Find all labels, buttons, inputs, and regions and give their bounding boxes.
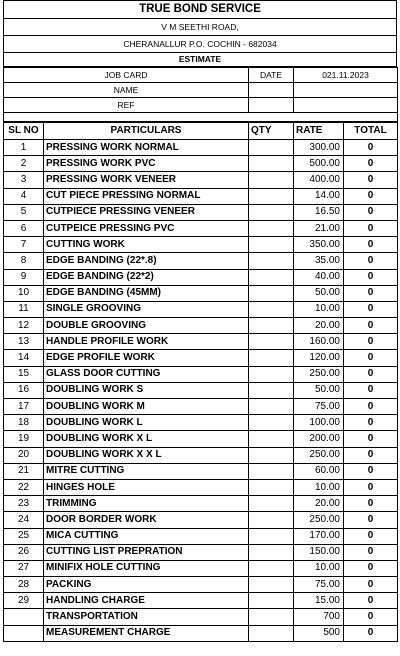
particular-cell: TRIMMING	[44, 496, 249, 512]
sl-no-cell: 3	[4, 172, 44, 188]
name-spacer	[249, 83, 294, 98]
sl-no-cell: 4	[4, 188, 44, 204]
total-cell: 0	[344, 399, 398, 415]
rate-cell: 50.00	[294, 285, 344, 301]
sl-no-cell: 20	[4, 447, 44, 463]
particular-cell: PACKING	[44, 577, 249, 593]
particular-cell: CUTPEICE PRESSING PVC	[44, 220, 249, 236]
company-name: TRUE BOND SERVICE	[4, 1, 396, 19]
rate-cell: 10.00	[294, 301, 344, 317]
rate-cell: 160.00	[294, 334, 344, 350]
sl-no-cell: 28	[4, 577, 44, 593]
name-label: NAME	[4, 83, 249, 98]
table-row	[4, 479, 398, 495]
rate-cell: 250.00	[294, 366, 344, 382]
sl-no-cell: 12	[4, 318, 44, 334]
particular-cell: EDGE BANDING (22*.8)	[44, 253, 249, 269]
address-line-1: V M SEETHI ROAD,	[4, 19, 396, 36]
estimate-sheet	[3, 0, 397, 642]
qty-cell	[249, 463, 294, 479]
qty-cell	[249, 366, 294, 382]
total-cell: 0	[344, 479, 398, 495]
qty-cell	[249, 593, 294, 609]
rate-cell: 500	[294, 625, 344, 641]
sl-no-cell: 22	[4, 479, 44, 495]
rate-cell: 35.00	[294, 253, 344, 269]
rate-cell: 100.00	[294, 415, 344, 431]
sl-no-cell: 17	[4, 399, 44, 415]
sl-no-cell: 8	[4, 253, 44, 269]
particular-cell: MINIFIX HOLE CUTTING	[44, 560, 249, 576]
rate-cell: 400.00	[294, 172, 344, 188]
particular-cell: DOUBLING WORK S	[44, 382, 249, 398]
table-row	[4, 318, 398, 334]
sl-no-cell: 24	[4, 512, 44, 528]
total-cell: 0	[344, 415, 398, 431]
rate-cell: 200.00	[294, 431, 344, 447]
sl-no-cell: 27	[4, 560, 44, 576]
particular-cell: DOUBLING WORK X X L	[44, 447, 249, 463]
table-row	[4, 577, 398, 593]
qty-cell	[249, 544, 294, 560]
rate-cell: 300.00	[294, 140, 344, 156]
table-row	[4, 366, 398, 382]
rate-cell: 75.00	[294, 399, 344, 415]
meta-row-jobcard	[4, 68, 398, 83]
particular-cell: EDGE PROFILE WORK	[44, 350, 249, 366]
table-row	[4, 269, 398, 285]
particular-cell: DOUBLING WORK X L	[44, 431, 249, 447]
total-cell: 0	[344, 512, 398, 528]
particular-cell: HANDLING CHARGE	[44, 593, 249, 609]
total-cell: 0	[344, 496, 398, 512]
total-cell: 0	[344, 237, 398, 253]
qty-cell	[249, 285, 294, 301]
column-header-row	[4, 123, 398, 140]
table-row	[4, 204, 398, 220]
table-row	[4, 172, 398, 188]
table-row	[4, 220, 398, 236]
document-type: ESTIMATE	[4, 53, 396, 67]
col-total: TOTAL	[344, 123, 398, 140]
total-cell: 0	[344, 528, 398, 544]
sl-no-cell: 18	[4, 415, 44, 431]
particular-cell: CUTTING WORK	[44, 237, 249, 253]
sl-no-cell: 14	[4, 350, 44, 366]
date-value: 021.11.2023	[294, 68, 398, 83]
total-cell: 0	[344, 560, 398, 576]
rate-cell: 50.00	[294, 382, 344, 398]
total-cell: 0	[344, 318, 398, 334]
qty-cell	[249, 237, 294, 253]
meta-table	[3, 67, 398, 122]
items-table	[3, 122, 398, 642]
sl-no-cell	[4, 609, 44, 625]
qty-cell	[249, 479, 294, 495]
address-line-2: CHERANALLUR P.O. COCHIN - 682034	[4, 36, 396, 53]
table-row	[4, 334, 398, 350]
qty-cell	[249, 560, 294, 576]
qty-cell	[249, 269, 294, 285]
qty-cell	[249, 172, 294, 188]
rate-cell: 14.00	[294, 188, 344, 204]
rate-cell: 700	[294, 609, 344, 625]
rate-cell: 21.00	[294, 220, 344, 236]
qty-cell	[249, 188, 294, 204]
total-cell: 0	[344, 188, 398, 204]
particular-cell: CUT PIECE PRESSING NORMAL	[44, 188, 249, 204]
total-cell: 0	[344, 350, 398, 366]
sl-no-cell: 9	[4, 269, 44, 285]
total-cell: 0	[344, 382, 398, 398]
name-value	[294, 83, 398, 98]
sl-no-cell: 5	[4, 204, 44, 220]
ref-spacer	[249, 98, 294, 113]
total-cell: 0	[344, 609, 398, 625]
table-row	[4, 593, 398, 609]
table-row	[4, 512, 398, 528]
sl-no-cell: 29	[4, 593, 44, 609]
qty-cell	[249, 204, 294, 220]
qty-cell	[249, 415, 294, 431]
total-cell: 0	[344, 463, 398, 479]
rate-cell: 40.00	[294, 269, 344, 285]
rate-cell: 20.00	[294, 496, 344, 512]
letterhead	[3, 0, 397, 67]
particular-cell: HINGES HOLE	[44, 479, 249, 495]
particular-cell: EDGE BANDING (22*2)	[44, 269, 249, 285]
total-cell: 0	[344, 334, 398, 350]
spacer-cell	[4, 113, 398, 122]
sl-no-cell: 10	[4, 285, 44, 301]
qty-cell	[249, 334, 294, 350]
rate-cell: 15.00	[294, 593, 344, 609]
total-cell: 0	[344, 204, 398, 220]
table-row	[4, 447, 398, 463]
total-cell: 0	[344, 285, 398, 301]
total-cell: 0	[344, 544, 398, 560]
total-cell: 0	[344, 366, 398, 382]
total-cell: 0	[344, 269, 398, 285]
table-row	[4, 625, 398, 641]
total-cell: 0	[344, 172, 398, 188]
total-cell: 0	[344, 447, 398, 463]
date-label: DATE	[249, 68, 294, 83]
sl-no-cell: 1	[4, 140, 44, 156]
sl-no-cell: 19	[4, 431, 44, 447]
table-row	[4, 431, 398, 447]
rate-cell: 16.50	[294, 204, 344, 220]
particular-cell: MICA CUTTING	[44, 528, 249, 544]
table-row	[4, 237, 398, 253]
table-row	[4, 496, 398, 512]
table-row	[4, 156, 398, 172]
qty-cell	[249, 447, 294, 463]
table-row	[4, 544, 398, 560]
job-card-label: JOB CARD	[4, 68, 249, 83]
table-row	[4, 463, 398, 479]
qty-cell	[249, 609, 294, 625]
particular-cell: DOUBLE GROOVING	[44, 318, 249, 334]
qty-cell	[249, 512, 294, 528]
table-row	[4, 140, 398, 156]
particular-cell: CUTPIECE PRESSING VENEER	[44, 204, 249, 220]
total-cell: 0	[344, 140, 398, 156]
rate-cell: 10.00	[294, 479, 344, 495]
sl-no-cell: 21	[4, 463, 44, 479]
table-row	[4, 350, 398, 366]
rate-cell: 350.00	[294, 237, 344, 253]
table-row	[4, 560, 398, 576]
rate-cell: 250.00	[294, 447, 344, 463]
table-row	[4, 253, 398, 269]
particular-cell: EDGE BANDING (45MM)	[44, 285, 249, 301]
particular-cell: SINGLE GROOVING	[44, 301, 249, 317]
sl-no-cell	[4, 625, 44, 641]
table-row	[4, 285, 398, 301]
sl-no-cell: 6	[4, 220, 44, 236]
total-cell: 0	[344, 220, 398, 236]
particular-cell: PRESSING WORK VENEER	[44, 172, 249, 188]
particular-cell: HANDLE PROFILE WORK	[44, 334, 249, 350]
qty-cell	[249, 156, 294, 172]
sl-no-cell: 7	[4, 237, 44, 253]
table-row	[4, 188, 398, 204]
particular-cell: CUTTING LIST PREPRATION	[44, 544, 249, 560]
particular-cell: MITRE CUTTING	[44, 463, 249, 479]
particular-cell: DOUBLING WORK L	[44, 415, 249, 431]
sl-no-cell: 23	[4, 496, 44, 512]
sl-no-cell: 13	[4, 334, 44, 350]
qty-cell	[249, 399, 294, 415]
table-row	[4, 609, 398, 625]
ref-value	[294, 98, 398, 113]
rate-cell: 250.00	[294, 512, 344, 528]
rate-cell: 10.00	[294, 560, 344, 576]
meta-row-name	[4, 83, 398, 98]
col-qty: QTY	[249, 123, 294, 140]
particular-cell: PRESSING WORK PVC	[44, 156, 249, 172]
particular-cell: MEASUREMENT CHARGE	[44, 625, 249, 641]
particular-cell: PRESSING WORK NORMAL	[44, 140, 249, 156]
particular-cell: GLASS DOOR CUTTING	[44, 366, 249, 382]
col-sl-no: SL NO	[4, 123, 44, 140]
qty-cell	[249, 318, 294, 334]
qty-cell	[249, 431, 294, 447]
rate-cell: 170.00	[294, 528, 344, 544]
rate-cell: 500.00	[294, 156, 344, 172]
rate-cell: 60.00	[294, 463, 344, 479]
rate-cell: 120.00	[294, 350, 344, 366]
sl-no-cell: 11	[4, 301, 44, 317]
total-cell: 0	[344, 577, 398, 593]
qty-cell	[249, 220, 294, 236]
total-cell: 0	[344, 156, 398, 172]
table-row	[4, 382, 398, 398]
particular-cell: DOUBLING WORK M	[44, 399, 249, 415]
col-rate: RATE	[294, 123, 344, 140]
total-cell: 0	[344, 431, 398, 447]
qty-cell	[249, 350, 294, 366]
table-row	[4, 301, 398, 317]
sl-no-cell: 16	[4, 382, 44, 398]
table-row	[4, 415, 398, 431]
total-cell: 0	[344, 625, 398, 641]
sl-no-cell: 26	[4, 544, 44, 560]
particular-cell: DOOR BORDER WORK	[44, 512, 249, 528]
ref-label: REF	[4, 98, 249, 113]
qty-cell	[249, 496, 294, 512]
table-row	[4, 528, 398, 544]
qty-cell	[249, 528, 294, 544]
sl-no-cell: 15	[4, 366, 44, 382]
sl-no-cell: 2	[4, 156, 44, 172]
col-particulars: PARTICULARS	[44, 123, 249, 140]
qty-cell	[249, 577, 294, 593]
total-cell: 0	[344, 253, 398, 269]
meta-row-ref	[4, 98, 398, 113]
total-cell: 0	[344, 301, 398, 317]
spacer-row	[4, 113, 398, 122]
rate-cell: 20.00	[294, 318, 344, 334]
total-cell: 0	[344, 593, 398, 609]
qty-cell	[249, 140, 294, 156]
qty-cell	[249, 625, 294, 641]
rate-cell: 75.00	[294, 577, 344, 593]
table-row	[4, 399, 398, 415]
sl-no-cell: 25	[4, 528, 44, 544]
qty-cell	[249, 301, 294, 317]
particular-cell: TRANSPORTATION	[44, 609, 249, 625]
qty-cell	[249, 382, 294, 398]
rate-cell: 150.00	[294, 544, 344, 560]
qty-cell	[249, 253, 294, 269]
